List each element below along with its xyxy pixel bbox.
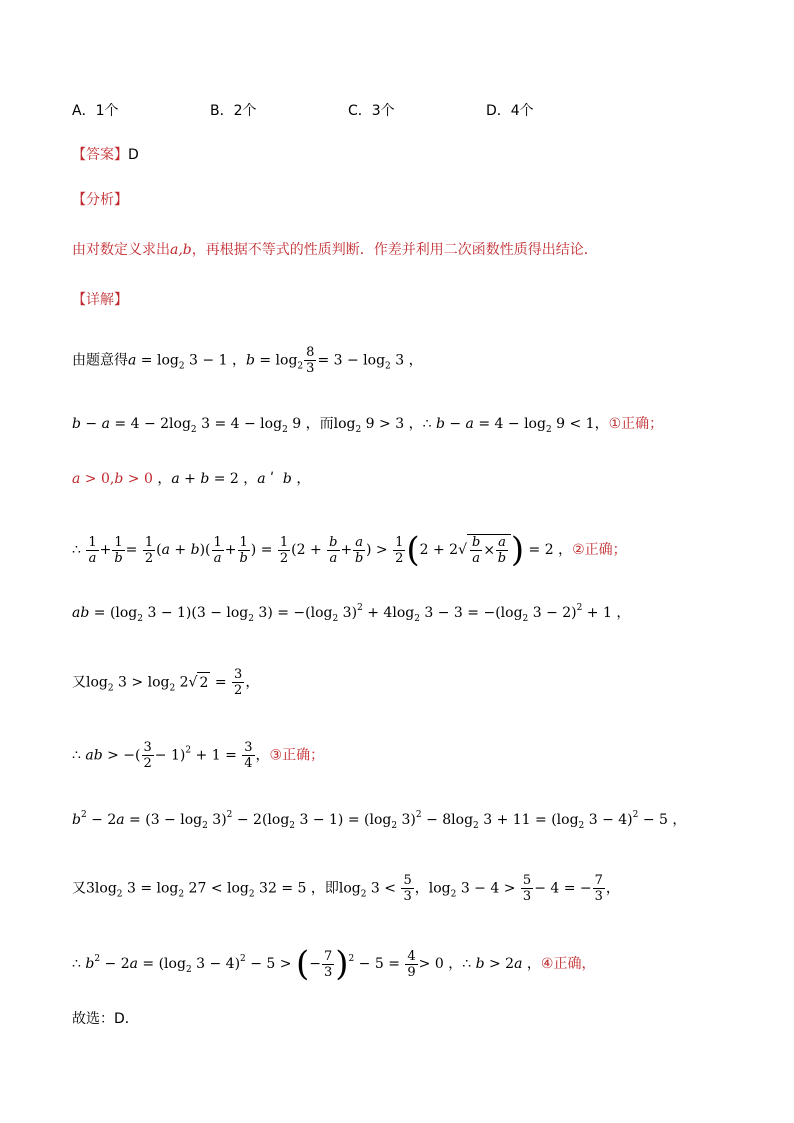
option-c: C．3个 (348, 103, 395, 119)
solution-line-1: 由题意得$a = \log_2 3 - 1$ ，$b = \log_2$ $\frac{8}{3}$ = $3 - \log_2 3$ ， (72, 345, 423, 376)
solution-line-2: $b - a = 4 - 2\log_2$ $3 = 4 - \log_2 9$ ，而$\log_2 9 > 3$ ，∴ $b - a = 4 - \log_2 9 < 1$，①正确； (72, 416, 664, 435)
detail-tag: 【详解】 (72, 292, 128, 308)
answer-tag: 【答案】 (72, 147, 128, 163)
answer-line (72, 145, 139, 165)
solution-line-6: 又$\log_2 3 > \log_2 2√$ 2 = $\frac{3}{2}$ ， (72, 667, 260, 698)
analysis-tag: 【分析】 (72, 192, 128, 208)
solution-line-3: a > 0,b > 0 ，a + b = 2 ，a ʹ b ， (72, 471, 311, 487)
conclusion: 故选：D． (72, 1011, 139, 1027)
option-d: D．4个 (486, 103, 534, 119)
solution-line-8: $b^2 - 2a = (3 - \log_2 3)^2 - 2(\log_2$ $3 - 1) = (\log_2$ $3)^2 - 8\log_2$ $3 + 11 = (\log_2$ 3 − 4)$^2$ − 5 ， (72, 810, 687, 831)
solution-line-4: ∴ $\frac{1}{a}$ + $\frac{1}{b}$ = $\frac{1}{2}$ (a + b)( $\frac{1}{a}$ + $\frac{1}{b}$ ) = $\frac{1}{2}$ (2 + $\frac{b}{a}$ + $\frac{a}{b}$ ) > $\frac{1}{2}$ (2 + 2√ $\frac{b}{a}$ × $\frac{a}{b}$ ) = 2 ，②正确； (72, 530, 627, 570)
option-b: B．2个 (210, 103, 257, 119)
solution-line-7: ∴ ab > −( $\frac{3}{2}$ − 1)$^2$ + 1 = $\frac{3}{4}$ ，③正确； (72, 740, 325, 771)
option-a: A．1个 (72, 103, 119, 119)
answer-value: D (128, 147, 139, 163)
analysis-text: 由对数定义求出a,b，再根据不等式的性质判断．作差并利用二次函数性质得出结论． (72, 242, 598, 258)
solution-line-10: ∴ $b^2 - 2a = (\log_2$ 3 − 4)$^2$ − 5 > (− $\frac{7}{3}$ )$^2$ − 5 = $\frac{4}{9}$ > 0 ，∴ b > 2a ，④正确， (72, 944, 596, 984)
check-1: ①正确； (608, 416, 664, 432)
solution-line-5: ab = ($\log_2$ $3 - 1)(3 - \log_2 3) = -(\log_2$ $3)^2 + 4\log_2$ $3 - 3 = -(\log_2$ 3 − 2)$^2$ + 1 ， (72, 603, 631, 624)
check-3: ③正确； (269, 747, 325, 764)
check-2: ②正确； (572, 542, 627, 558)
solution-line-9: 又$3\log_2$ $3 = \log_2 27 < \log_2 32 = 5$ ，即$\log_2 3$ < $\frac{5}{3}$ ，$\log_2 3 - 4$ > $\frac{5}{3}$ − 4 = − $\frac{7}{3}$ ， (72, 873, 620, 904)
check-4: ④正确， (540, 956, 596, 972)
